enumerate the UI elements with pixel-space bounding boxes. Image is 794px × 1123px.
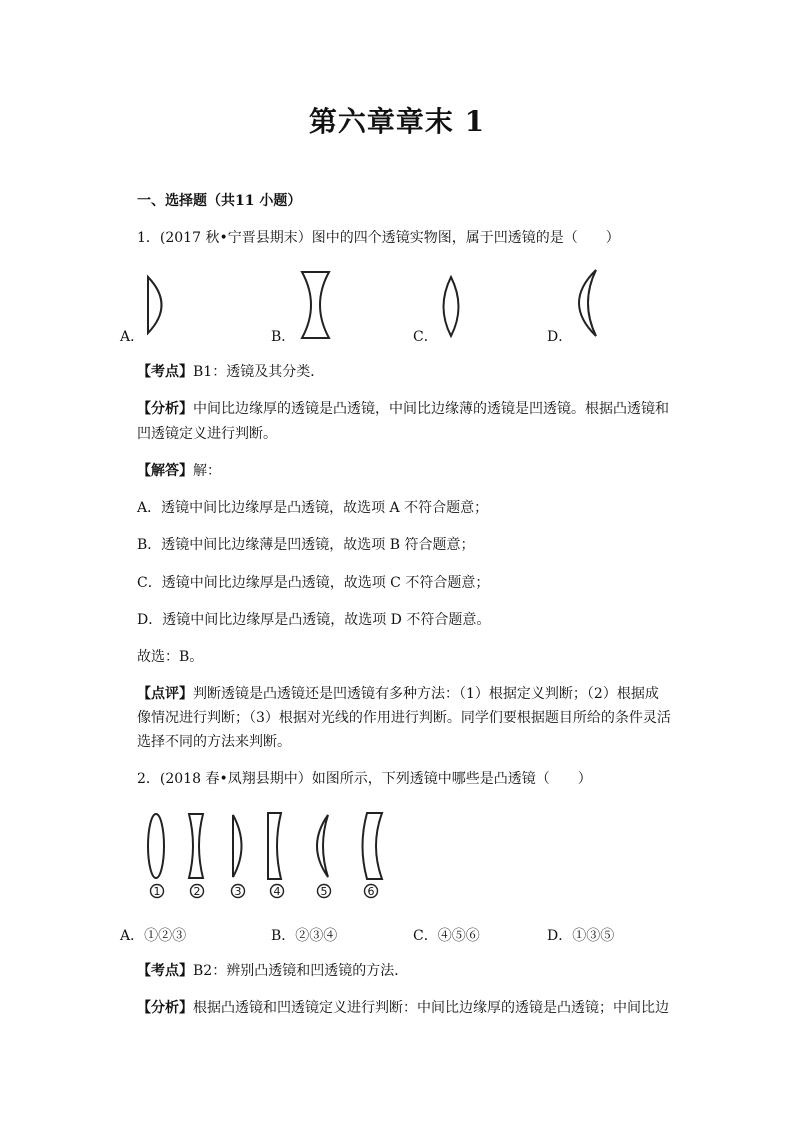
kaodian-tag: 【考点】 [137, 364, 193, 380]
fenxi-text-1: 根据凸透镜和凹透镜定义进行判断：中间比边缘厚的透镜是凸透镜；中间比边 [193, 1000, 669, 1016]
q1-stem: 1．(2017 秋•宁晋县期末）图中的四个透镜实物图，属于凹透镜的是（ ） [137, 230, 620, 246]
q1-dianping-text-3: 选择不同的方法来判断。 [137, 734, 291, 750]
number-circle-2 [191, 885, 204, 898]
q1-dianping [137, 684, 659, 704]
fenxi-tag: 【分析】 [137, 1000, 193, 1016]
number-label-4: 4 [273, 885, 281, 898]
q1-label-c: C． [413, 329, 438, 345]
kaodian-text: B1：透镜及其分类． [193, 364, 325, 380]
lens-2-shape [189, 814, 203, 878]
lens-a-shape [148, 277, 162, 333]
lens-1-shape [148, 814, 164, 878]
lens-3-shape [233, 815, 242, 877]
q2-option-d: D．①③⑤ [547, 928, 615, 944]
number-circle-4 [271, 885, 284, 898]
q1-dianping-text-2: 像情况进行判断；（3）根据对光线的作用进行判断。同学们要根据题目所给的条件灵活 [137, 710, 671, 726]
number-label-3: 3 [234, 885, 242, 898]
kaodian-tag: 【考点】 [137, 963, 193, 979]
q1-answer-d: D．透镜中间比边缘厚是凸透镜，故选项 D 不符合题意。 [137, 612, 491, 628]
q1-fenxi-text-2: 凹透镜定义进行判断。 [137, 426, 277, 442]
q1-label-b: B． [271, 329, 296, 345]
jieda-tag: 【解答】 [137, 463, 193, 479]
lens-6-shape [363, 813, 383, 879]
section-heading: 一、选择题（共11 小题） [137, 193, 302, 209]
number-label-2: 2 [193, 885, 201, 898]
q1-label-a: A． [120, 329, 145, 345]
q2-kaodian [137, 961, 408, 981]
number-label-6: 6 [367, 885, 375, 898]
q1-choice: 故选：B。 [137, 649, 204, 665]
kaodian-text: B2：辨别凸透镜和凹透镜的方法． [193, 963, 409, 979]
fenxi-text-1: 中间比边缘厚的透镜是凸透镜，中间比边缘薄的透镜是凹透镜。根据凸透镜和 [193, 401, 669, 417]
number-circle-3 [232, 885, 245, 898]
q1-label-d: D． [547, 329, 573, 345]
number-circle-6 [365, 885, 378, 898]
q1-answer-a: A．透镜中间比边缘厚是凸透镜，故选项 A 不符合题意； [137, 500, 489, 516]
number-label-5: 5 [320, 885, 328, 898]
lens-5-shape [317, 815, 328, 877]
q2-option-b: B．②③④ [271, 928, 338, 944]
q2-fenxi [137, 998, 669, 1018]
number-label-1: 1 [153, 885, 161, 898]
dianping-text-1: 判断透镜是凸透镜还是凹透镜有多种方法：（1）根据定义判断；（2）根据成 [193, 686, 659, 702]
lens-c-shape [444, 277, 459, 336]
number-circle-1 [151, 885, 164, 898]
q1-answer-c: C．透镜中间比边缘厚是凸透镜，故选项 C 不符合题意； [137, 575, 490, 591]
page-title: 第六章章末 1 [308, 105, 486, 138]
q1-kaodian [137, 362, 324, 382]
fenxi-tag: 【分析】 [137, 401, 193, 417]
q2-stem: 2．(2018 春•凤翔县期中）如图所示，下列透镜中哪些是凸透镜（ ） [137, 771, 592, 787]
q2-option-a: A．①②③ [120, 928, 187, 944]
q1-answer-b: B．透镜中间比边缘薄是凹透镜，故选项 B 符合题意； [137, 537, 475, 553]
q2-option-c: C．④⑤⑥ [413, 928, 480, 944]
number-circle-5 [318, 885, 331, 898]
lens-4-shape [268, 813, 281, 879]
dianping-tag: 【点评】 [137, 686, 193, 702]
jieda-text: 解： [193, 463, 221, 479]
q1-fenxi [137, 399, 669, 419]
lens-d-shape [579, 270, 596, 336]
q1-jieda [137, 461, 221, 481]
lens-b-shape [302, 272, 329, 338]
